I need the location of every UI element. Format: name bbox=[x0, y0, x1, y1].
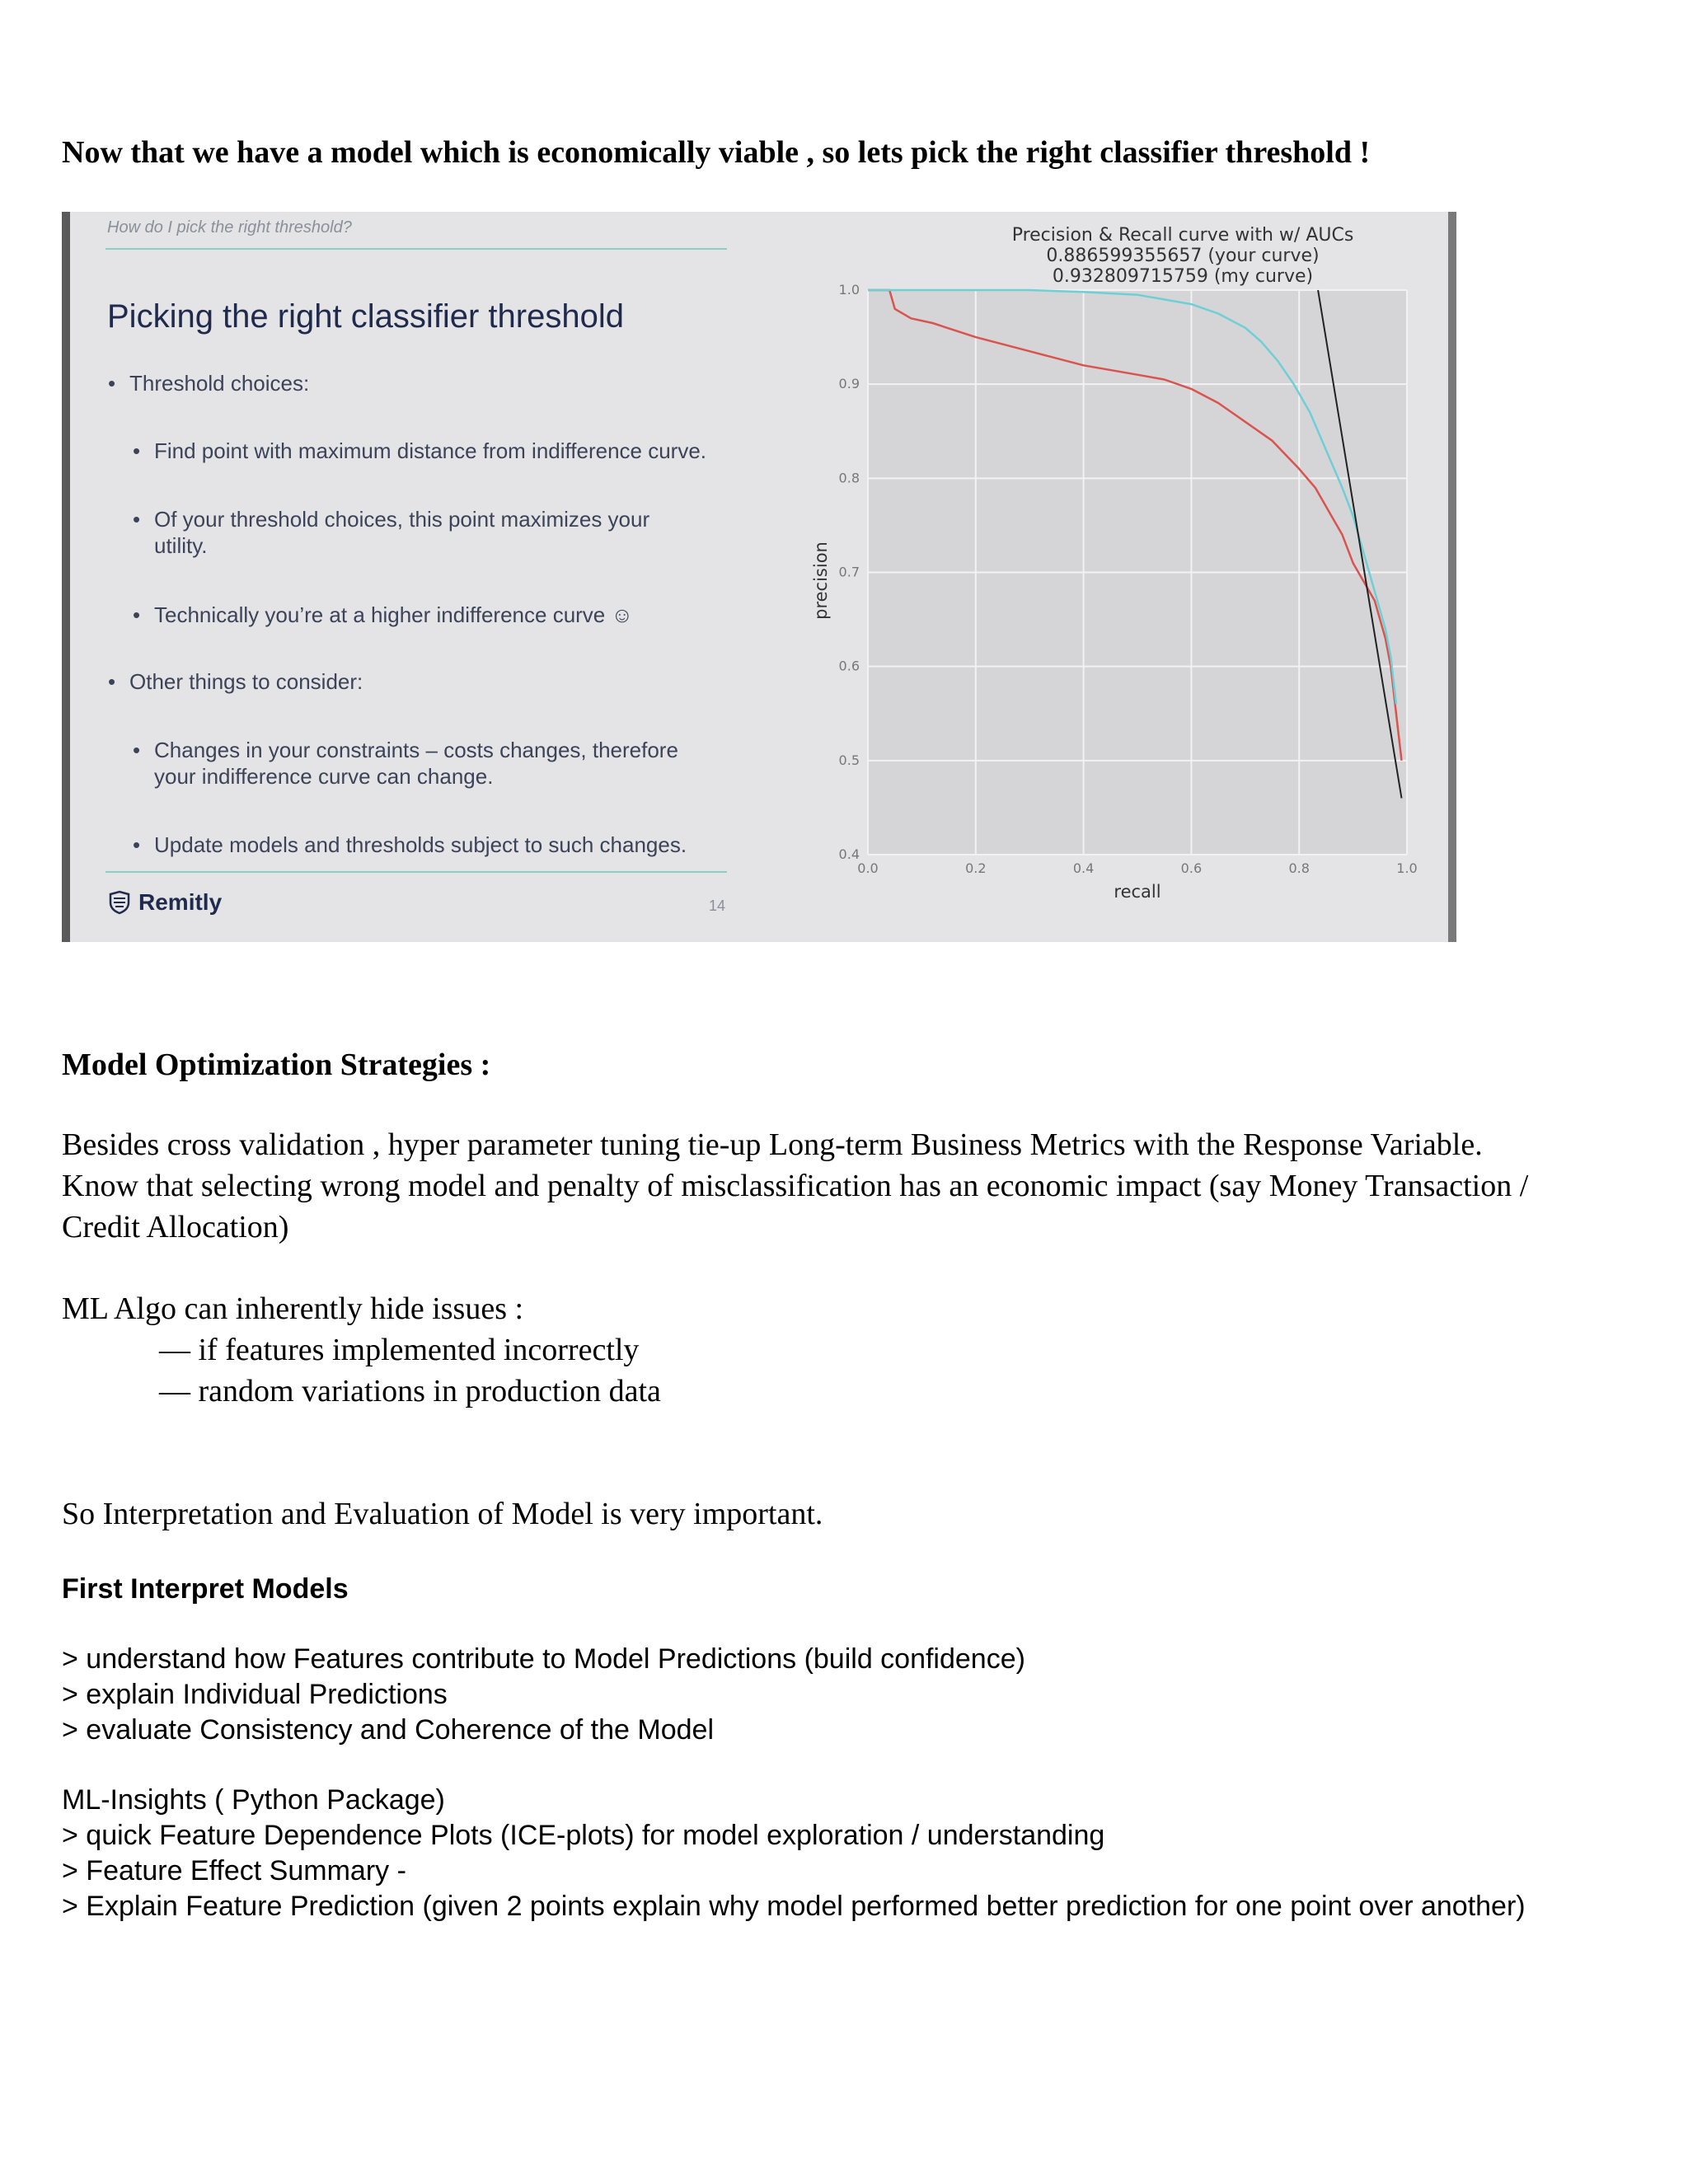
y-tick-label: 0.4 bbox=[838, 846, 860, 862]
interpret-item: > understand how Features contribute to Model Predictions (build confidence) bbox=[62, 1643, 1025, 1675]
bullet-marker: • bbox=[108, 371, 116, 396]
ml-insights-item: > quick Feature Dependence Plots (ICE-plots) for model exploration / understanding bbox=[62, 1820, 1105, 1851]
slide-divider-bottom bbox=[106, 871, 727, 873]
slide-screenshot bbox=[62, 212, 1456, 942]
y-tick-label: 0.8 bbox=[838, 470, 860, 486]
bullet-marker: • bbox=[133, 832, 141, 857]
x-tick-label: 0.2 bbox=[965, 860, 987, 876]
y-tick-label: 0.6 bbox=[838, 658, 860, 674]
x-tick-label: 1.0 bbox=[1396, 860, 1418, 876]
paragraph-line: Credit Allocation) bbox=[62, 1210, 289, 1244]
bullet-marker: • bbox=[133, 738, 141, 762]
paragraph-lead: ML Algo can inherently hide issues : bbox=[62, 1291, 524, 1326]
y-tick-label: 0.9 bbox=[838, 376, 860, 392]
slide-frame-left bbox=[62, 212, 70, 942]
paragraph-line: Besides cross validation , hyper parameter tuning tie-up Long-term Business Metrics with the Response Variable. bbox=[62, 1127, 1483, 1162]
precision-recall-chart bbox=[729, 212, 1448, 942]
x-tick-label: 0.8 bbox=[1288, 860, 1310, 876]
y-tick-label: 0.7 bbox=[838, 564, 860, 580]
issue-item: — if features implemented incorrectly bbox=[159, 1333, 640, 1367]
bullet-marker: • bbox=[133, 507, 141, 532]
slide-bullet-l2: • Technically you’re at a higher indifference curve ☺ bbox=[133, 602, 634, 627]
slide-bullet-continuation: utility. bbox=[154, 533, 208, 558]
y-tick-label: 1.0 bbox=[838, 282, 860, 298]
issue-item: — random variations in production data bbox=[159, 1374, 661, 1408]
ml-insights-item: > Explain Feature Prediction (given 2 points explain why model performed better prediction for one point over another) bbox=[62, 1891, 1526, 1922]
slide-divider-top bbox=[106, 248, 727, 250]
slide-bullet-l1: • Other things to consider: bbox=[108, 669, 363, 694]
slide-bullet-continuation: your indifference curve can change. bbox=[154, 764, 494, 789]
subheading-interpret-models: First Interpret Models bbox=[62, 1573, 349, 1605]
interpret-item: > evaluate Consistency and Coherence of the Model bbox=[62, 1714, 714, 1746]
slide-bullet-l1: • Threshold choices: bbox=[108, 371, 310, 396]
chart-auc-my-curve: 0.932809715759 (my curve) bbox=[1052, 266, 1314, 287]
interpret-item: > explain Individual Predictions bbox=[62, 1679, 448, 1710]
section-heading-threshold: Now that we have a model which is economically viable , so lets pick the right classifier threshold ! bbox=[62, 135, 1371, 170]
chart-auc-your-curve: 0.886599355657 (your curve) bbox=[1046, 246, 1320, 266]
slide-kicker: How do I pick the right threshold? bbox=[107, 218, 352, 237]
x-tick-label: 0.4 bbox=[1072, 860, 1095, 876]
slide-page-number: 14 bbox=[709, 898, 726, 914]
ml-insights-item: > Feature Effect Summary - bbox=[62, 1855, 406, 1886]
remitly-shield-icon bbox=[107, 890, 132, 915]
chart-title: Precision & Recall curve with w/ AUCs bbox=[1011, 225, 1354, 246]
section-heading-optimization: Model Optimization Strategies : bbox=[62, 1047, 491, 1082]
bullet-marker: • bbox=[108, 669, 116, 694]
slide-bullet-l2: • Update models and thresholds subject to such changes. bbox=[133, 832, 687, 857]
x-tick-label: 0.6 bbox=[1180, 860, 1203, 876]
x-tick-label: 0.0 bbox=[857, 860, 879, 876]
slide-bullet-l2: • Changes in your constraints – costs changes, therefore bbox=[133, 738, 678, 762]
slide-bullet-l2: • Find point with maximum distance from indifference curve. bbox=[133, 438, 707, 463]
slide-frame-right bbox=[1448, 212, 1456, 942]
remitly-logo-text: Remitly bbox=[138, 889, 223, 915]
paragraph-line: Know that selecting wrong model and penalty of misclassification has an economic impact (say Money Transaction / bbox=[62, 1169, 1529, 1203]
bullet-marker: • bbox=[133, 602, 141, 627]
chart-y-axis-label: precision bbox=[811, 541, 831, 620]
remitly-logo bbox=[107, 889, 222, 916]
slide-bullet-l2: • Of your threshold choices, this point maximizes your bbox=[133, 507, 650, 532]
y-tick-label: 0.5 bbox=[838, 752, 860, 768]
bullet-marker: • bbox=[133, 438, 141, 463]
slide-title: Picking the right classifier threshold bbox=[107, 298, 624, 335]
chart-x-axis-label: recall bbox=[1114, 882, 1161, 902]
paragraph-conclusion: So Interpretation and Evaluation of Model is very important. bbox=[62, 1497, 823, 1531]
ml-insights-title: ML-Insights ( Python Package) bbox=[62, 1784, 445, 1816]
